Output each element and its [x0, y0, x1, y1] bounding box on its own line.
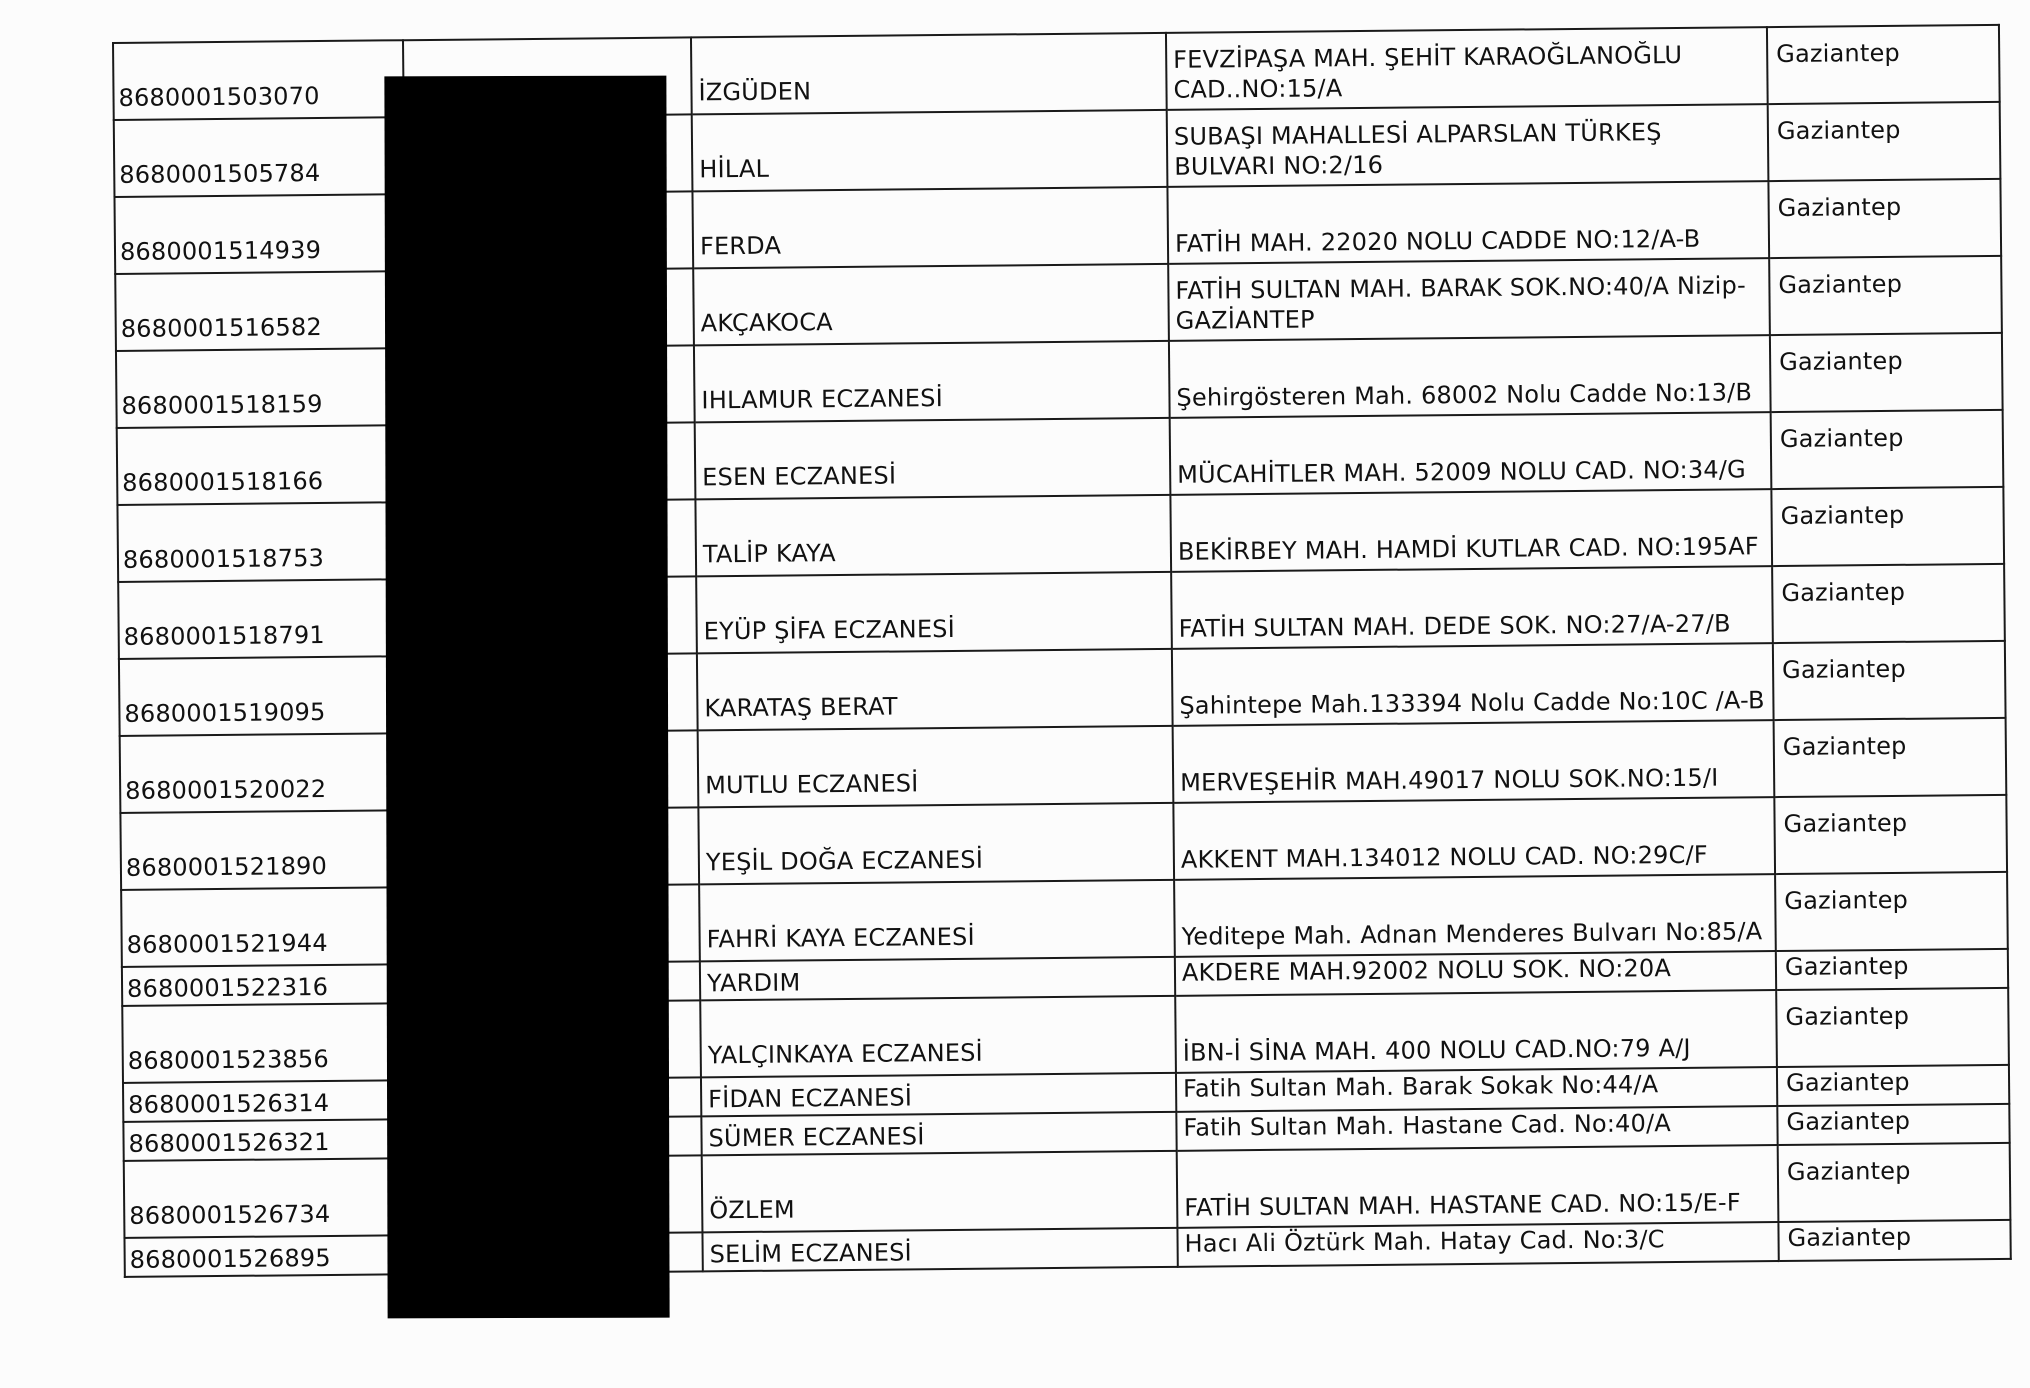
- pharmacy-name-cell: ESEN ECZANESİ: [695, 418, 1171, 500]
- barcode-cell: 8680001526314: [123, 1080, 413, 1122]
- pharmacy-name-cell: YEŞİL DOĞA ECZANESİ: [698, 803, 1174, 885]
- barcode-cell: 8680001526321: [123, 1119, 413, 1161]
- address-cell: Fatih Sultan Mah. Hastane Cad. No:40/A: [1176, 1106, 1777, 1151]
- city-cell: Gaziantep: [1777, 1104, 2009, 1145]
- address-cell: FATİH SULTAN MAH. BARAK SOK.NO:40/A Nizip-GAZİANTEP: [1168, 258, 1770, 341]
- barcode-cell: 8680001521944: [121, 887, 412, 967]
- pharmacy-name-cell: EYÜP ŞİFA ECZANESİ: [696, 572, 1172, 654]
- barcode-cell: 8680001523856: [122, 1003, 413, 1083]
- city-cell: Gaziantep: [1776, 949, 2008, 990]
- address-cell: Hacı Ali Öztürk Mah. Hatay Cad. No:3/C: [1177, 1222, 1778, 1267]
- city-cell: Gaziantep: [1770, 333, 2003, 412]
- address-cell: FEVZİPAŞA MAH. ŞEHİT KARAOĞLANOĞLU CAD..NO:15/A: [1166, 27, 1768, 110]
- address-cell: BEKİRBEY MAH. HAMDİ KUTLAR CAD. NO:195AF: [1170, 489, 1772, 572]
- address-cell: MERVEŞEHİR MAH.49017 NOLU SOK.NO:15/I: [1173, 720, 1775, 803]
- barcode-cell: 8680001516582: [115, 271, 406, 351]
- barcode-cell: 8680001518166: [117, 425, 408, 505]
- city-cell: Gaziantep: [1773, 641, 2006, 720]
- address-cell: AKDERE MAH.92002 NOLU SOK. NO:20A: [1175, 951, 1776, 996]
- pharmacy-name-cell: MUTLU ECZANESİ: [698, 726, 1174, 808]
- address-cell: MÜCAHİTLER MAH. 52009 NOLU CAD. NO:34/G: [1170, 412, 1772, 495]
- address-cell: SUBAŞI MAHALLESİ ALPARSLAN TÜRKEŞ BULVARI NO:2/16: [1167, 104, 1769, 187]
- barcode-cell: 8680001526734: [124, 1158, 415, 1238]
- barcode-cell: 8680001520022: [120, 733, 411, 813]
- address-cell: Şehirgösteren Mah. 68002 Nolu Cadde No:13/B: [1169, 335, 1771, 418]
- city-cell: Gaziantep: [1771, 410, 2004, 489]
- city-cell: Gaziantep: [1778, 1143, 2011, 1222]
- address-cell: FATİH MAH. 22020 NOLU CADDE NO:12/A-B: [1167, 181, 1769, 264]
- city-cell: Gaziantep: [1778, 1220, 2010, 1261]
- address-cell: İBN-İ SİNA MAH. 400 NOLU CAD.NO:79 A/J: [1175, 990, 1777, 1073]
- pharmacy-name-cell: ÖZLEM: [702, 1151, 1178, 1233]
- pharmacy-name-cell: SÜMER ECZANESİ: [701, 1112, 1176, 1156]
- barcode-cell: 8680001518753: [117, 502, 408, 582]
- barcode-cell: 8680001514939: [114, 194, 405, 274]
- barcode-cell: 8680001522316: [122, 964, 412, 1006]
- pharmacy-name-cell: İZGÜDEN: [691, 33, 1167, 115]
- pharmacy-name-cell: TALİP KAYA: [695, 495, 1171, 577]
- pharmacy-name-cell: FERDA: [692, 187, 1168, 269]
- address-cell: FATİH SULTAN MAH. HASTANE CAD. NO:15/E-F: [1177, 1145, 1779, 1228]
- city-cell: Gaziantep: [1774, 718, 2007, 797]
- barcode-cell: 8680001503070: [113, 40, 404, 120]
- barcode-cell: 8680001521890: [120, 810, 411, 890]
- city-cell: Gaziantep: [1772, 564, 2005, 643]
- pharmacy-name-cell: SELİM ECZANESİ: [702, 1228, 1177, 1272]
- city-cell: Gaziantep: [1774, 795, 2007, 874]
- city-cell: Gaziantep: [1768, 179, 2001, 258]
- city-cell: Gaziantep: [1775, 872, 2008, 951]
- barcode-cell: 8680001519095: [119, 656, 410, 736]
- redaction-bar: [384, 76, 669, 1319]
- city-cell: Gaziantep: [1769, 256, 2002, 335]
- address-cell: Fatih Sultan Mah. Barak Sokak No:44/A: [1176, 1067, 1777, 1112]
- pharmacy-name-cell: FİDAN ECZANESİ: [701, 1073, 1176, 1117]
- barcode-cell: 8680001505784: [114, 117, 405, 197]
- barcode-cell: 8680001518159: [116, 348, 407, 428]
- barcode-cell: 8680001518791: [118, 579, 409, 659]
- pharmacy-name-cell: HİLAL: [692, 110, 1168, 192]
- address-cell: FATİH SULTAN MAH. DEDE SOK. NO:27/A-27/B: [1171, 566, 1773, 649]
- city-cell: Gaziantep: [1767, 25, 2000, 104]
- pharmacy-name-cell: YARDIM: [700, 957, 1175, 1001]
- pharmacy-name-cell: KARATAŞ BERAT: [697, 649, 1173, 731]
- pharmacy-name-cell: FAHRİ KAYA ECZANESİ: [699, 880, 1175, 962]
- pharmacy-name-cell: IHLAMUR ECZANESİ: [694, 341, 1170, 423]
- city-cell: Gaziantep: [1777, 1065, 2009, 1106]
- pharmacy-name-cell: AKÇAKOCA: [693, 264, 1169, 346]
- city-cell: Gaziantep: [1776, 988, 2009, 1067]
- address-cell: Şahintepe Mah.133394 Nolu Cadde No:10C /A-B: [1172, 643, 1774, 726]
- city-cell: Gaziantep: [1768, 102, 2001, 181]
- address-cell: Yeditepe Mah. Adnan Menderes Bulvarı No:85/A: [1174, 874, 1776, 957]
- city-cell: Gaziantep: [1771, 487, 2004, 566]
- barcode-cell: 8680001526895: [124, 1235, 414, 1277]
- pharmacy-name-cell: YALÇINKAYA ECZANESİ: [700, 996, 1176, 1078]
- address-cell: AKKENT MAH.134012 NOLU CAD. NO:29C/F: [1173, 797, 1775, 880]
